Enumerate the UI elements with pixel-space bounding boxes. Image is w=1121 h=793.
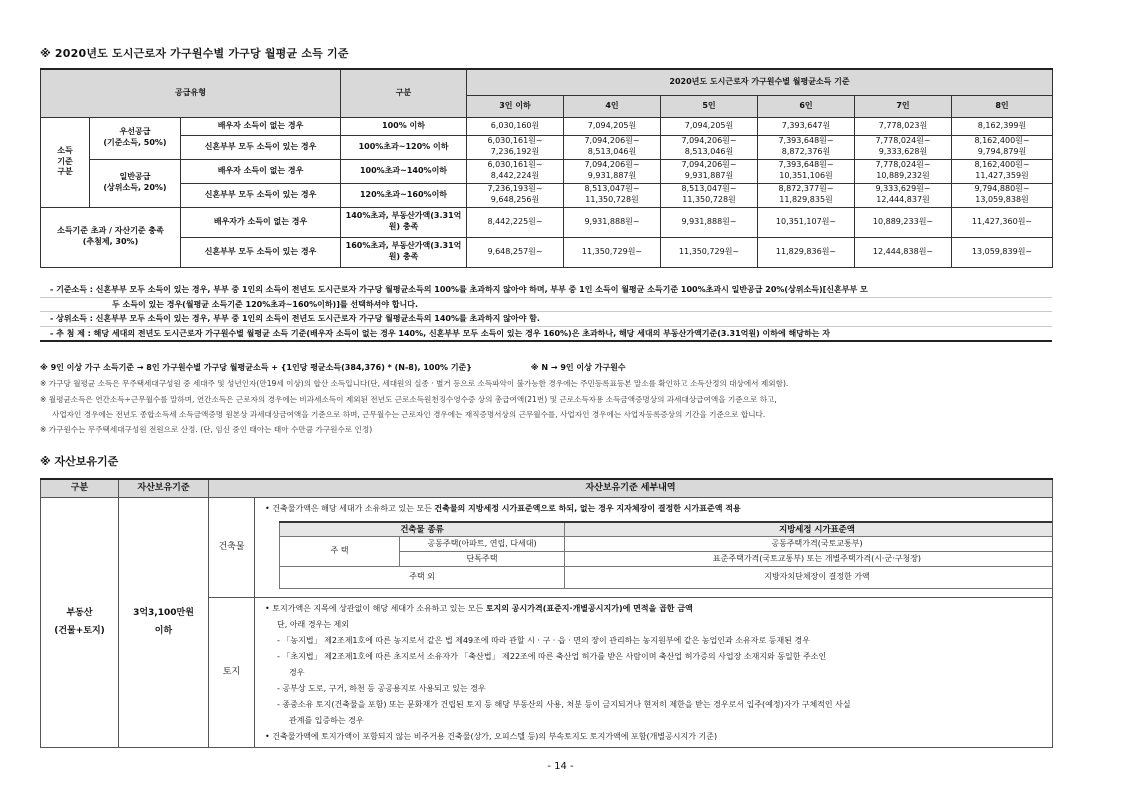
income-value: 10,351,107원~ — [758, 207, 855, 237]
income-value: 11,350,729원~ — [564, 237, 661, 267]
formula-line — [40, 362, 626, 373]
land-item: - 종중소유 토지(건축물을 포함) 또는 문화재가 건립된 토지 등 해당 부동산의 사용, 처분 등이 금지되거나 현저히 제한을 받는 경우로서 입주(예정)자가 구체적인 사실 — [277, 700, 851, 709]
income-value: 7,094,206원~ 9,931,887원 — [564, 159, 661, 183]
formula-right: ※ N → 9인 이상 가구원수 — [530, 363, 626, 372]
header-size: 3인 이하 — [467, 95, 564, 117]
inner-house-label: 주 택 — [280, 537, 400, 567]
income-value: 7,094,205원 — [661, 117, 758, 135]
income-value: 8,513,047원~ 11,350,728원 — [661, 183, 758, 207]
income-value: 6,030,160원 — [467, 117, 564, 135]
general-supply-label: 일반공급 (상위소득, 20%) — [90, 159, 181, 207]
income-value: 9,931,888원~ — [661, 207, 758, 237]
asset-header-category: 구분 — [41, 479, 119, 497]
land-item: • 건축물가액에 토지가액이 포함되지 않는 비주거용 건축물(상가, 오피스텔 등)의 부속토지도 토지가액에 포함(개별공시지가 기준) — [265, 732, 718, 741]
header-size: 4인 — [564, 95, 661, 117]
table-row — [41, 237, 1053, 267]
note-line: - 추 첨 제 : 해당 세대의 전년도 도시근로자 가구원수별 월평균 소득 기준(배우자 소득이 없는 경우 140%, 신혼부부 모두 소득이 있는 경우 160%)은 초과하나, 해당 세대의 부동산가액기준(3.31억원) 이하에 해당하는 자 — [40, 327, 1052, 343]
income-value: 7,094,205원 — [564, 117, 661, 135]
lottery-label: 소득기준 초과 / 자산기준 충족 (추첨제, 30%) — [41, 207, 181, 267]
income-value: 8,162,400원~ 11,427,359원 — [952, 159, 1053, 183]
inner-header-type: 건축물 종류 — [280, 522, 565, 537]
header-group: 2020년도 도시근로자 가구원수별 월평균소득 기준 — [467, 69, 1053, 95]
table-row — [41, 117, 1053, 135]
income-value: 7,236,193원~ 9,648,256원 — [467, 183, 564, 207]
income-value: 11,350,729원~ — [661, 237, 758, 267]
footnote: ※ 월평균소득은 연간소득÷근무월수를 말하며, 연간소득은 근로자의 경우에는 비과세소득이 제외된 전년도 근로소득원천징수영수증 상의 총급여액(21번) 및 근로소득자용 소득금액증명상의 과세대상급여액을 기준으로 하고, — [40, 395, 777, 404]
table-row — [41, 159, 1053, 183]
income-value: 8,162,400원~ 9,794,879원 — [952, 135, 1053, 159]
table-row — [280, 537, 1053, 552]
row-range: 140%초과, 부동산가액(3.31억원) 충족 — [341, 207, 467, 237]
row-condition: 신혼부부 모두 소득이 있는 경우 — [181, 237, 341, 267]
table-row — [280, 567, 1053, 589]
footnote: ※ 가구당 월평균 소득은 무주택세대구성원 중 세대주 및 성년인자(만19세 이상)의 합산 소득입니다(단, 세대원의 실종 · 별거 등으로 소득파악이 불가능한 경우에는 주민등록표등본 말소를 확인하고 소득산정의 대상에서 제외함). — [40, 379, 789, 388]
priority-supply-label: 우선공급 (기준소득, 50%) — [90, 117, 181, 159]
land-item: 관계를 입증하는 경우 — [289, 716, 364, 725]
table-row — [41, 183, 1053, 207]
row-range: 160%초과, 부동산가액(3.31억원) 충족 — [341, 237, 467, 267]
income-section-title: ※ 2020년도 도시근로자 가구원수별 가구당 월평균 소득 기준 — [40, 47, 349, 60]
row-range: 100%초과~140%이하 — [341, 159, 467, 183]
row-condition: 배우자 소득이 없는 경우 — [181, 117, 341, 135]
income-value: 7,393,648원~ 10,351,106원 — [758, 159, 855, 183]
asset-header-standard: 자산보유기준 — [119, 479, 209, 497]
row-condition: 신혼부부 모두 소득이 있는 경우 — [181, 183, 341, 207]
table-row — [41, 135, 1053, 159]
footnote: 사업자인 경우에는 전년도 종합소득세 소득금액증명 원본상 과세대상금여액을 기준으로 하며, 근무월수는 근로자인 경우에는 재직증명서상의 근무월수를, 사업자인 경우에는 사업자등록증상의 기간을 기준으로 합니다. — [52, 410, 766, 419]
income-value: 11,427,360원~ — [952, 207, 1053, 237]
header-size: 8인 — [952, 95, 1053, 117]
page-number: - 14 - — [547, 761, 574, 772]
income-value: 9,333,629원~ 12,444,837원 — [855, 183, 952, 207]
land-detail: • 토지가액은 지목에 상관없이 해당 세대가 소유하고 있는 모든 토지의 공시가격(표준지·개별공시지가)에 면적을 곱한 금액 단, 아래 경우는 제외 - 「농지법」 제2조제1호에 따른 농지로서 같은 법 제49조에 따라 관할 시 · 구 · 읍 · 면의 장이 관리하는 농지원부에 같은 농업인과 소유자로 등재된 경우 - 「초지법」 제2조제1호에 따른 초지로서 소유자가 「축산법」 제22조에 따른 축산업 허가를 받은 사람이며 축산업 허가증의 사업장 소재지와 동일한 주소인 경우 - 공부상 도로, 구거, 하천 등 공공용지로 사용되고 있는 경우 - 종중소유 토지(건축물을 포함) 또는 문화재가 건립된 토지 등 해당 부동산의 사용, 처분 등이 금지되거나 현저히 제한을 받는 경우로서 입주(예정)자가 구체적인 사실 관계를 입증하는 경우 • 건축물가액에 토지가액이 포함되지 않는 비주거용 건축물(상가, 오피스텔 등)의 부속토지도 토지가액에 포함(개별공시지가 기준) — [255, 598, 1053, 748]
building-price-table — [279, 521, 1053, 590]
building-label: 건축물 — [209, 497, 255, 598]
formula-left: ※ 9인 이상 가구 소득기준 → 8인 가구원수별 가구당 월평균소득 + {1인당 평균소득(384,376) * (N-8), 100% 기준} — [40, 363, 472, 372]
income-value: 12,444,838원~ — [855, 237, 952, 267]
land-item: - 공부상 도로, 구거, 하천 등 공공용지로 사용되고 있는 경우 — [277, 684, 486, 693]
land-item: 단, 아래 경우는 제외 — [277, 620, 349, 629]
inner-cell: 주택 외 — [280, 567, 565, 589]
note-line: - 기준소득 : 신혼부부 모두 소득이 있는 경우, 부부 중 1인의 소득이 전년도 도시근로자 가구당 월평균소득의 100%를 초과하지 않아야 하며, 부부 중 1인 소득이 월평균 소득기준 100%초과시 일반공급 20%(상위소득)[신혼부부 모 — [40, 283, 1052, 298]
table-row — [41, 207, 1053, 237]
income-label: 소득 기준 구분 — [41, 117, 90, 207]
income-value: 7,393,648원~ 8,872,376원 — [758, 135, 855, 159]
inner-cell: 표준주택가격(국토교통부) 또는 개별주택가격(시·군·구청장) — [565, 552, 1053, 567]
income-value: 7,094,206원~ 8,513,046원 — [661, 135, 758, 159]
asset-header-detail: 자산보유기준 세부내역 — [209, 479, 1053, 497]
building-detail: • 건축물가액은 해당 세대가 소유하고 있는 모든 건축물의 지방세정 시가표준액으로 하되, 없는 경우 지자체장이 결정한 시가표준액 적용 건축물 종류 지방세정 시가표준액 주 택 공동주택(아파트, 연립, 다세대) 공동주택가격(국토교통부) 단독주택 표준주택가격(국토교통부) 또는 개별주택가격(시·군·구청장) 주택 외 지방자치단체장이 결정한 가액 — [255, 497, 1053, 598]
income-value: 7,778,023원 — [855, 117, 952, 135]
land-label: 토지 — [209, 598, 255, 748]
land-item: - 「농지법」 제2조제1호에 따른 농지로서 같은 법 제49조에 따라 관할 시 · 구 · 읍 · 면의 장이 관리하는 농지원부에 같은 농업인과 소유자로 등재된 경우 — [277, 636, 810, 645]
inner-header-price: 지방세정 시가표준액 — [565, 522, 1053, 537]
income-value: 8,442,225원~ — [467, 207, 564, 237]
asset-standard-value: 3억3,100만원 이하 — [119, 497, 209, 748]
income-value: 9,648,257원~ — [467, 237, 564, 267]
income-value: 13,059,839원~ — [952, 237, 1053, 267]
income-value: 8,872,377원~ 11,829,835원 — [758, 183, 855, 207]
income-value: 6,030,161원~ 8,442,224원 — [467, 159, 564, 183]
inner-cell: 단독주택 — [400, 552, 565, 567]
income-value: 11,829,836원~ — [758, 237, 855, 267]
income-value: 9,794,880원~ 13,059,838원 — [952, 183, 1053, 207]
land-item: 경우 — [289, 668, 305, 677]
inner-cell: 공동주택가격(국토교통부) — [565, 537, 1053, 552]
income-value: 7,778,024원~ 10,889,232원 — [855, 159, 952, 183]
header-size: 5인 — [661, 95, 758, 117]
row-condition: 배우자가 소득이 없는 경우 — [181, 207, 341, 237]
inner-cell: 지방자치단체장이 결정한 가액 — [565, 567, 1053, 589]
row-condition: 배우자 소득이 없는 경우 — [181, 159, 341, 183]
row-range: 100%초과~120% 이하 — [341, 135, 467, 159]
footnote: ※ 가구원수는 무주택세대구성원 전원으로 산정. (단, 임신 중인 태아는 태아 수만큼 가구원수로 인정) — [40, 425, 373, 434]
income-standard-table — [40, 68, 1053, 268]
header-size: 6인 — [758, 95, 855, 117]
income-value: 7,094,206원~ 8,513,046원 — [564, 135, 661, 159]
row-condition: 신혼부부 모두 소득이 있는 경우 — [181, 135, 341, 159]
income-value: 7,393,647원 — [758, 117, 855, 135]
land-item: - 「초지법」 제2조제1호에 따른 초지로서 소유자가 「축산법」 제22조에 따른 축산업 허가를 받은 사람이며 축산업 허가증의 사업장 소재지와 동일한 주소인 — [277, 652, 827, 661]
asset-category: 부동산 (건물+토지) — [41, 497, 119, 748]
note-line: - 상위소득 : 신혼부부 모두 소득이 있는 경우, 부부 중 1인의 소득이 전년도 도시근로자 가구당 월평균소득의 140%를 초과하지 않아야 함. — [40, 312, 1052, 327]
header-category: 구분 — [341, 69, 467, 117]
row-range: 100% 이하 — [341, 117, 467, 135]
asset-section-title: ※ 자산보유기준 — [40, 455, 119, 468]
income-value: 10,889,233원~ — [855, 207, 952, 237]
header-size: 7인 — [855, 95, 952, 117]
income-value: 8,513,047원~ 11,350,728원 — [564, 183, 661, 207]
income-value: 7,778,024원~ 9,333,628원 — [855, 135, 952, 159]
income-value: 8,162,399원 — [952, 117, 1053, 135]
income-value: 6,030,161원~ 7,236,192원 — [467, 135, 564, 159]
income-value: 9,931,888원~ — [564, 207, 661, 237]
header-supply-type: 공급유형 — [41, 69, 341, 117]
income-value: 7,094,206원~ 9,931,887원 — [661, 159, 758, 183]
inner-cell: 공동주택(아파트, 연립, 다세대) — [400, 537, 565, 552]
asset-standard-table — [40, 478, 1053, 748]
row-range: 120%초과~160%이하 — [341, 183, 467, 207]
note-line: 두 소득이 있는 경우(월평균 소득기준 120%초과~160%이하)]를 선택하셔야 합니다. — [40, 298, 1052, 313]
income-notes — [40, 283, 1052, 342]
